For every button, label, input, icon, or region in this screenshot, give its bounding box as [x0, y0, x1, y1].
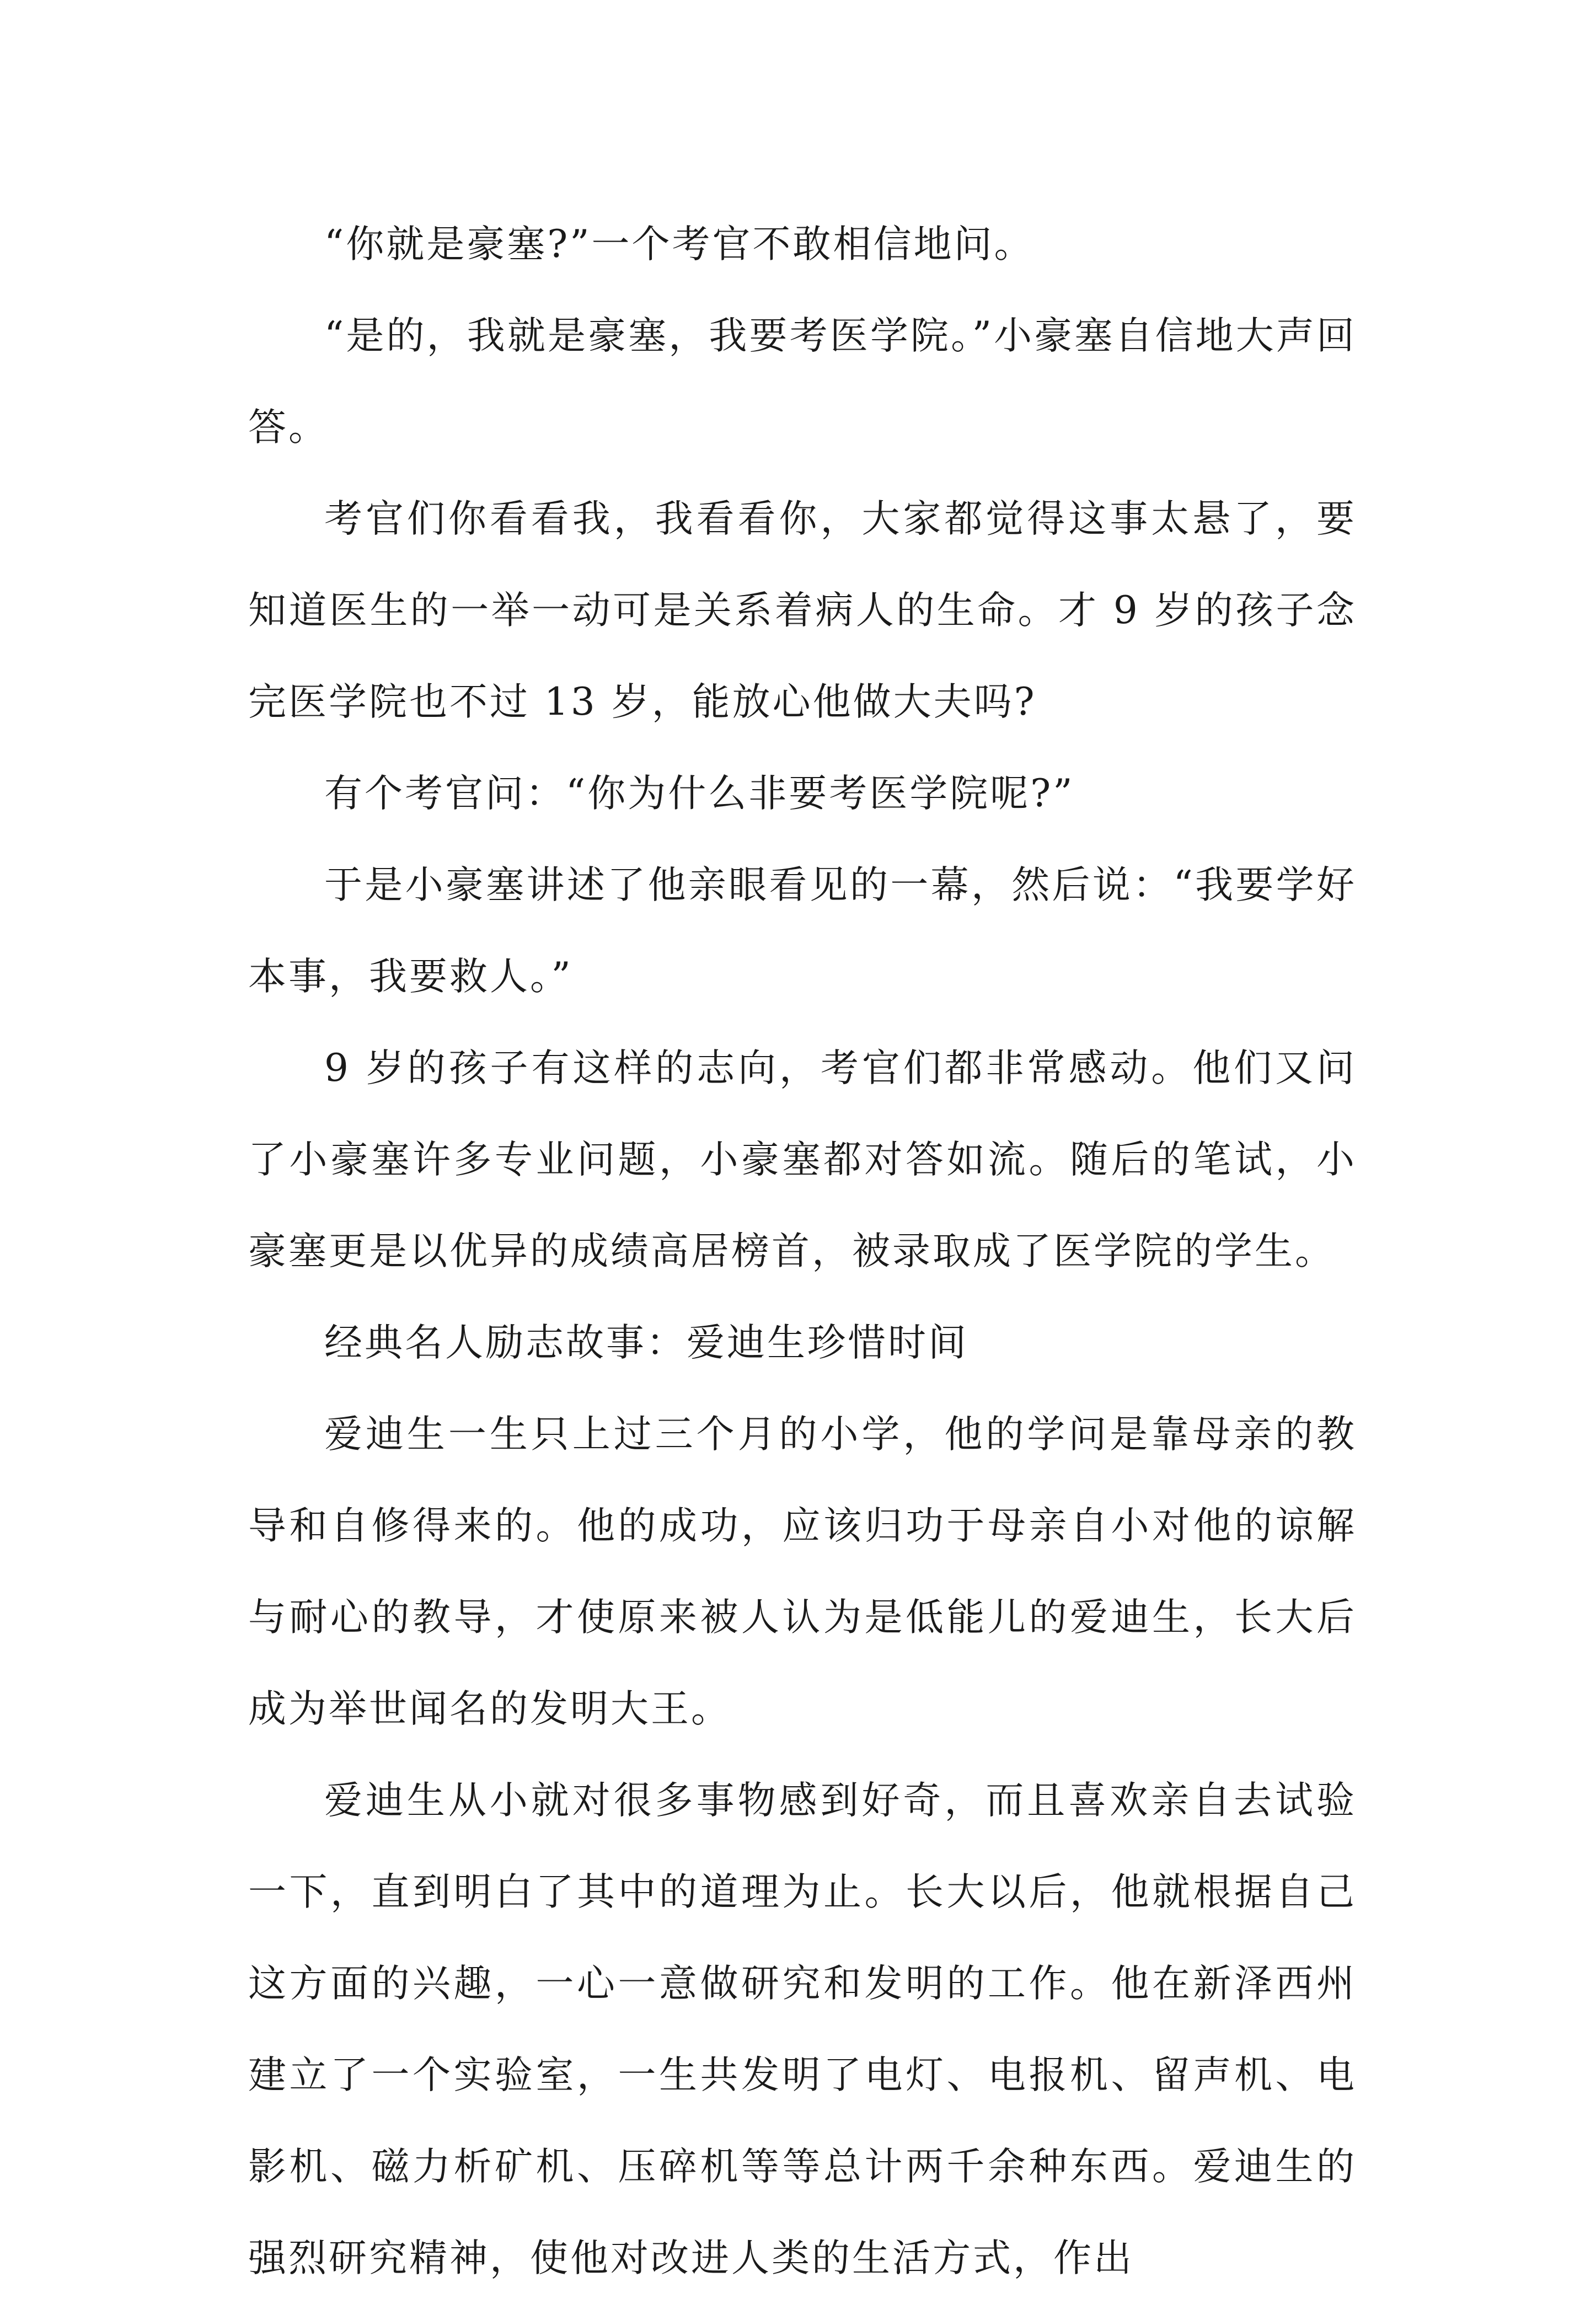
paragraph-edison-education: 爱迪生一生只上过三个月的小学，他的学问是靠母亲的教导和自修得来的。他的成功，应该归功于母亲自小对他的谅解与耐心的教导，才使原来被人认为是低能儿的爱迪生，长大后成为举世闻名的发明大王。: [248, 1412, 1357, 1731]
paragraph-why-medical-school: 有个考官问：“你为什么非要考医学院呢?”: [324, 771, 1075, 816]
paragraph-admitted: 9 岁的孩子有这样的志向，考官们都非常感动。他们又问了小豪塞许多专业问题，小豪塞都对答如流。随后的笔试，小豪塞更是以优异的成绩高居榜首，被录取成了医学院的学生。: [248, 1046, 1357, 1273]
paragraph-examiner-question: “你就是豪塞?”一个考官不敢相信地问。: [324, 222, 1035, 266]
paragraph-save-people: 于是小豪塞讲述了他亲眼看见的一幕，然后说：“我要学好本事，我要救人。”: [248, 863, 1357, 999]
document-body: [248, 199, 1357, 2304]
section-title: 经典名人励志故事：爱迪生珍惜时间: [324, 1321, 968, 1365]
paragraph-edison-inventions: 爱迪生从小就对很多事物感到好奇，而且喜欢亲自去试验一下，直到明白了其中的道理为止。长大以后，他就根据自己这方面的兴趣，一心一意做研究和发明的工作。他在新泽西州建立了一个实验室，一生共发明了电灯、电报机、留声机、电影机、磁力析矿机、压碎机等等总计两千余种东西。爱迪生的强烈研究精神，使他对改进人类的生活方式，作出: [248, 1778, 1357, 2280]
paragraph-examiners-doubt: 考官们你看看我，我看看你，大家都觉得这事太悬了，要知道医生的一举一动可是关系着病人的生命。才 9 岁的孩子念完医学院也不过 13 岁，能放心他做大夫吗?: [248, 497, 1357, 724]
paragraph-hosse-answer: “是的，我就是豪塞，我要考医学院。”小豪塞自信地大声回答。: [248, 314, 1357, 449]
